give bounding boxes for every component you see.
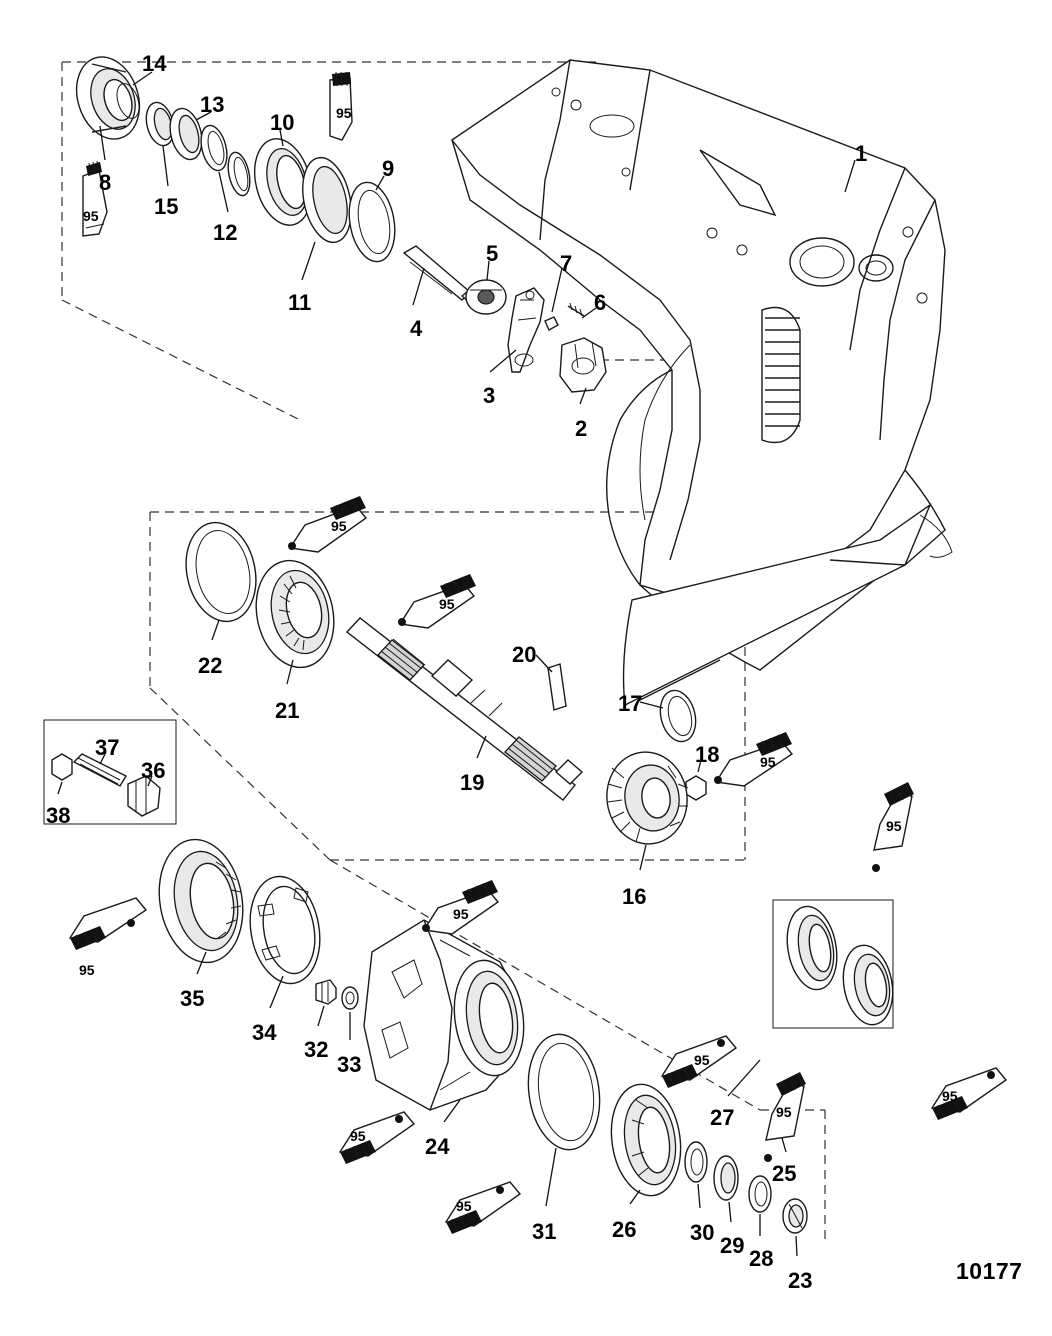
leader-19 <box>477 736 486 758</box>
callout-32[interactable]: 32 <box>304 1037 329 1062</box>
callout-20[interactable]: 20 <box>512 642 537 667</box>
lubricant-label: 95 <box>456 1198 472 1214</box>
lubricant-tube <box>714 732 792 786</box>
callout-33[interactable]: 33 <box>337 1052 362 1077</box>
callout-26[interactable]: 26 <box>612 1217 637 1242</box>
part-29-spacer <box>714 1156 738 1222</box>
part-38-nut <box>52 754 72 794</box>
callout-24[interactable]: 24 <box>425 1134 450 1159</box>
lubricant-label: 95 <box>83 208 99 224</box>
callout-36[interactable]: 36 <box>141 758 166 783</box>
callout-28[interactable]: 28 <box>749 1246 774 1271</box>
callout-34[interactable]: 34 <box>252 1020 277 1045</box>
callout-1[interactable]: 1 <box>855 141 868 166</box>
lubricant-label: 95 <box>760 754 776 770</box>
callout-4[interactable]: 4 <box>410 316 423 341</box>
part-34-tab-washer <box>242 871 328 1008</box>
part-14-oil-seal-carrier <box>66 49 149 147</box>
part-6-spring <box>568 303 584 316</box>
part-35-bearing-carrier <box>150 833 252 974</box>
callout-11[interactable]: 11 <box>288 290 312 315</box>
callout-12[interactable]: 12 <box>213 220 238 245</box>
part-1-gear-housing <box>452 60 952 705</box>
part-21-pinion-bearing <box>247 553 344 674</box>
callout-17[interactable]: 17 <box>618 691 643 716</box>
callout-14[interactable]: 14 <box>142 51 167 76</box>
part-28-washer <box>749 1176 771 1236</box>
part-31-o-ring <box>521 1030 606 1206</box>
part-22-o-ring <box>177 516 264 628</box>
part-33-washer <box>342 987 358 1040</box>
callout-30[interactable]: 30 <box>690 1220 715 1245</box>
lubricant-label: 95 <box>79 962 95 978</box>
part-7-detent-pin <box>545 317 558 330</box>
part-12-o-ring <box>197 123 231 173</box>
callout-31[interactable]: 31 <box>532 1219 557 1244</box>
lubricant-label: 95 <box>331 518 347 534</box>
callout-38[interactable]: 38 <box>46 803 71 828</box>
lubricant-tube <box>288 496 366 552</box>
callout-27[interactable]: 27 <box>710 1105 735 1130</box>
part-20-cross-pin <box>536 655 566 710</box>
part-3-shift-crank <box>508 288 544 372</box>
callout-3[interactable]: 3 <box>483 383 496 408</box>
lubricant-label: 95 <box>439 596 455 612</box>
lubricant-label: 95 <box>350 1128 366 1144</box>
callout-21[interactable]: 21 <box>275 698 300 723</box>
callout-10[interactable]: 10 <box>270 110 295 135</box>
callout-16[interactable]: 16 <box>622 884 647 909</box>
lubricant-label: 95 <box>942 1088 958 1104</box>
callout-35[interactable]: 35 <box>180 986 205 1011</box>
part-24-bearing-carrier-housing <box>364 920 531 1122</box>
part-26-roller-bearing <box>605 1080 688 1204</box>
callout-19[interactable]: 19 <box>460 770 485 795</box>
part-5-shift-cam <box>466 280 506 314</box>
callout-2[interactable]: 2 <box>575 416 588 441</box>
leader-22 <box>212 620 219 640</box>
lubricant-label: 95 <box>336 105 352 121</box>
callout-37[interactable]: 37 <box>95 735 120 760</box>
drawing-number: 10177 <box>956 1258 1023 1284</box>
callout-5[interactable]: 5 <box>486 241 499 266</box>
callout-8[interactable]: 8 <box>99 170 112 195</box>
part-9-o-ring <box>343 179 400 265</box>
callout-18[interactable]: 18 <box>695 742 720 767</box>
lubricant-label: 95 <box>776 1104 792 1120</box>
callout-15[interactable]: 15 <box>154 194 179 219</box>
lubricant-label: 95 <box>694 1052 710 1068</box>
callout-23[interactable]: 23 <box>788 1268 813 1293</box>
part-32-screw <box>316 980 336 1026</box>
lubricant-tube <box>398 574 476 628</box>
part-27-bearing-pair <box>728 902 899 1096</box>
callout-6[interactable]: 6 <box>594 290 607 315</box>
callout-7[interactable]: 7 <box>560 251 573 276</box>
callout-13[interactable]: 13 <box>200 92 225 117</box>
part-23-nut <box>783 1199 807 1256</box>
part-11-retaining-ring <box>225 150 254 197</box>
part-30-washer <box>685 1142 707 1208</box>
callout-9[interactable]: 9 <box>382 156 395 181</box>
callout-29[interactable]: 29 <box>720 1233 745 1258</box>
lubricant-label: 95 <box>886 818 902 834</box>
lubricant-label: 95 <box>453 906 469 922</box>
callout-25[interactable]: 25 <box>772 1161 797 1186</box>
part-2-shift-cam-follower <box>560 338 606 392</box>
part-16-sliding-clutch <box>601 747 693 870</box>
callout-22[interactable]: 22 <box>198 653 223 678</box>
lubricant-tube <box>70 898 146 950</box>
